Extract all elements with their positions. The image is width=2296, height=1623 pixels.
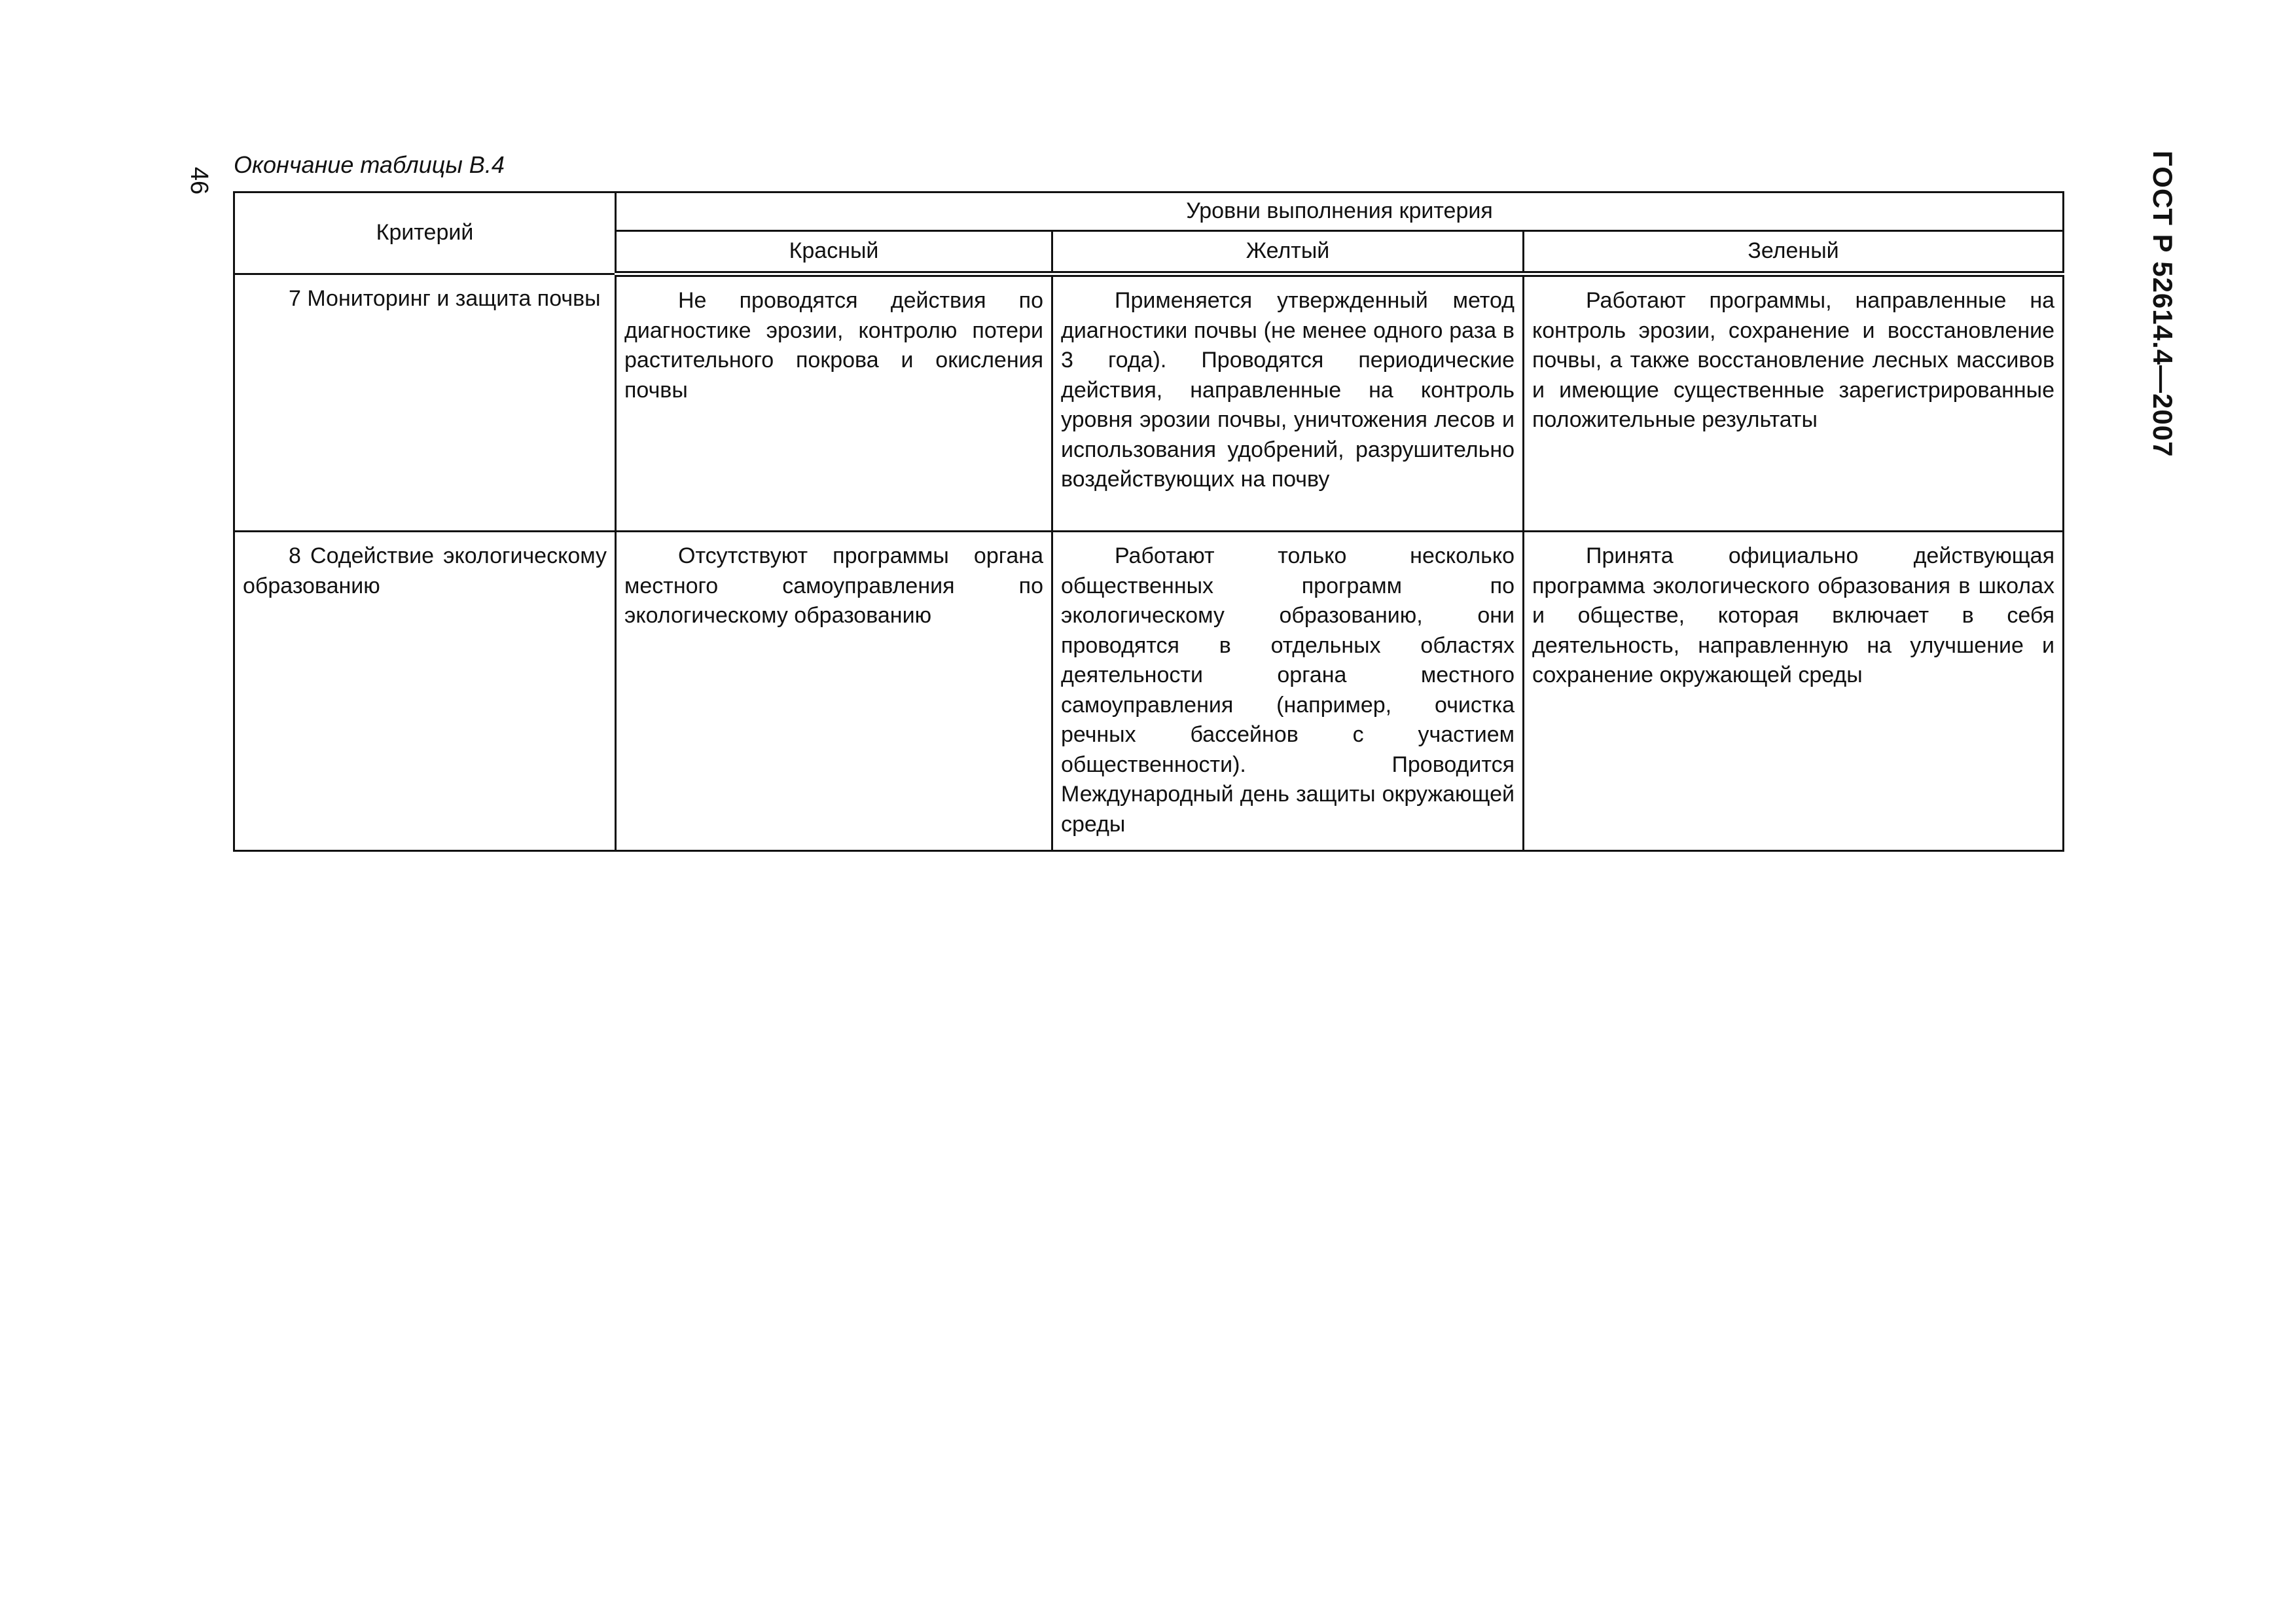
criterion-cell: 7 Мониторинг и защита почвы [234, 274, 616, 532]
header-green: Зеленый [1524, 231, 2064, 274]
green-level-cell: Принята официально действующая программа экологического образования в школах и обществе, которая включает в себя деятельность, направленную на улучшение и сохранение окружающей среды [1524, 532, 2064, 851]
header-red: Красный [616, 231, 1052, 274]
criteria-table [233, 191, 2064, 852]
yellow-level-cell: Работают только несколько общественных программ по экологическому образованию, они проводятся в отдельных областях деятельности органа местного самоуправления (например, очистка речных бассейнов с участием общественности). Проводится Международный день защиты окружающей среды [1052, 532, 1524, 851]
table-row [234, 274, 2064, 532]
table-caption: Окончание таблицы В.4 [234, 151, 505, 178]
red-level-cell: Не проводятся действия по диагностике эрозии, контролю потери растительного покрова и окисления почвы [616, 274, 1052, 532]
green-level-cell: Работают программы, направленные на контроль эрозии, сохранение и восстановление почвы, а также восстановление лесных массивов и имеющие существенные зарегистрированные положительные результаты [1524, 274, 2064, 532]
header-criterion: Критерий [234, 192, 616, 274]
table-row [234, 532, 2064, 851]
header-levels: Уровни выполнения критерия [616, 192, 2064, 231]
header-yellow: Желтый [1052, 231, 1524, 274]
standard-code: ГОСТ Р 52614.4—2007 [2147, 151, 2178, 458]
criterion-cell: 8 Содействие экологическому образованию [234, 532, 616, 851]
red-level-cell: Отсутствуют программы органа местного самоуправления по экологическому образованию [616, 532, 1052, 851]
yellow-level-cell: Применяется утвержденный метод диагностики почвы (не менее одного раза в 3 года). Проводятся периодические действия, направленные на контроль уровня эрозии почвы, уничтожения лесов и использования удобрений, разрушительно воздействующих на почву [1052, 274, 1524, 532]
page-number: 46 [185, 166, 213, 195]
